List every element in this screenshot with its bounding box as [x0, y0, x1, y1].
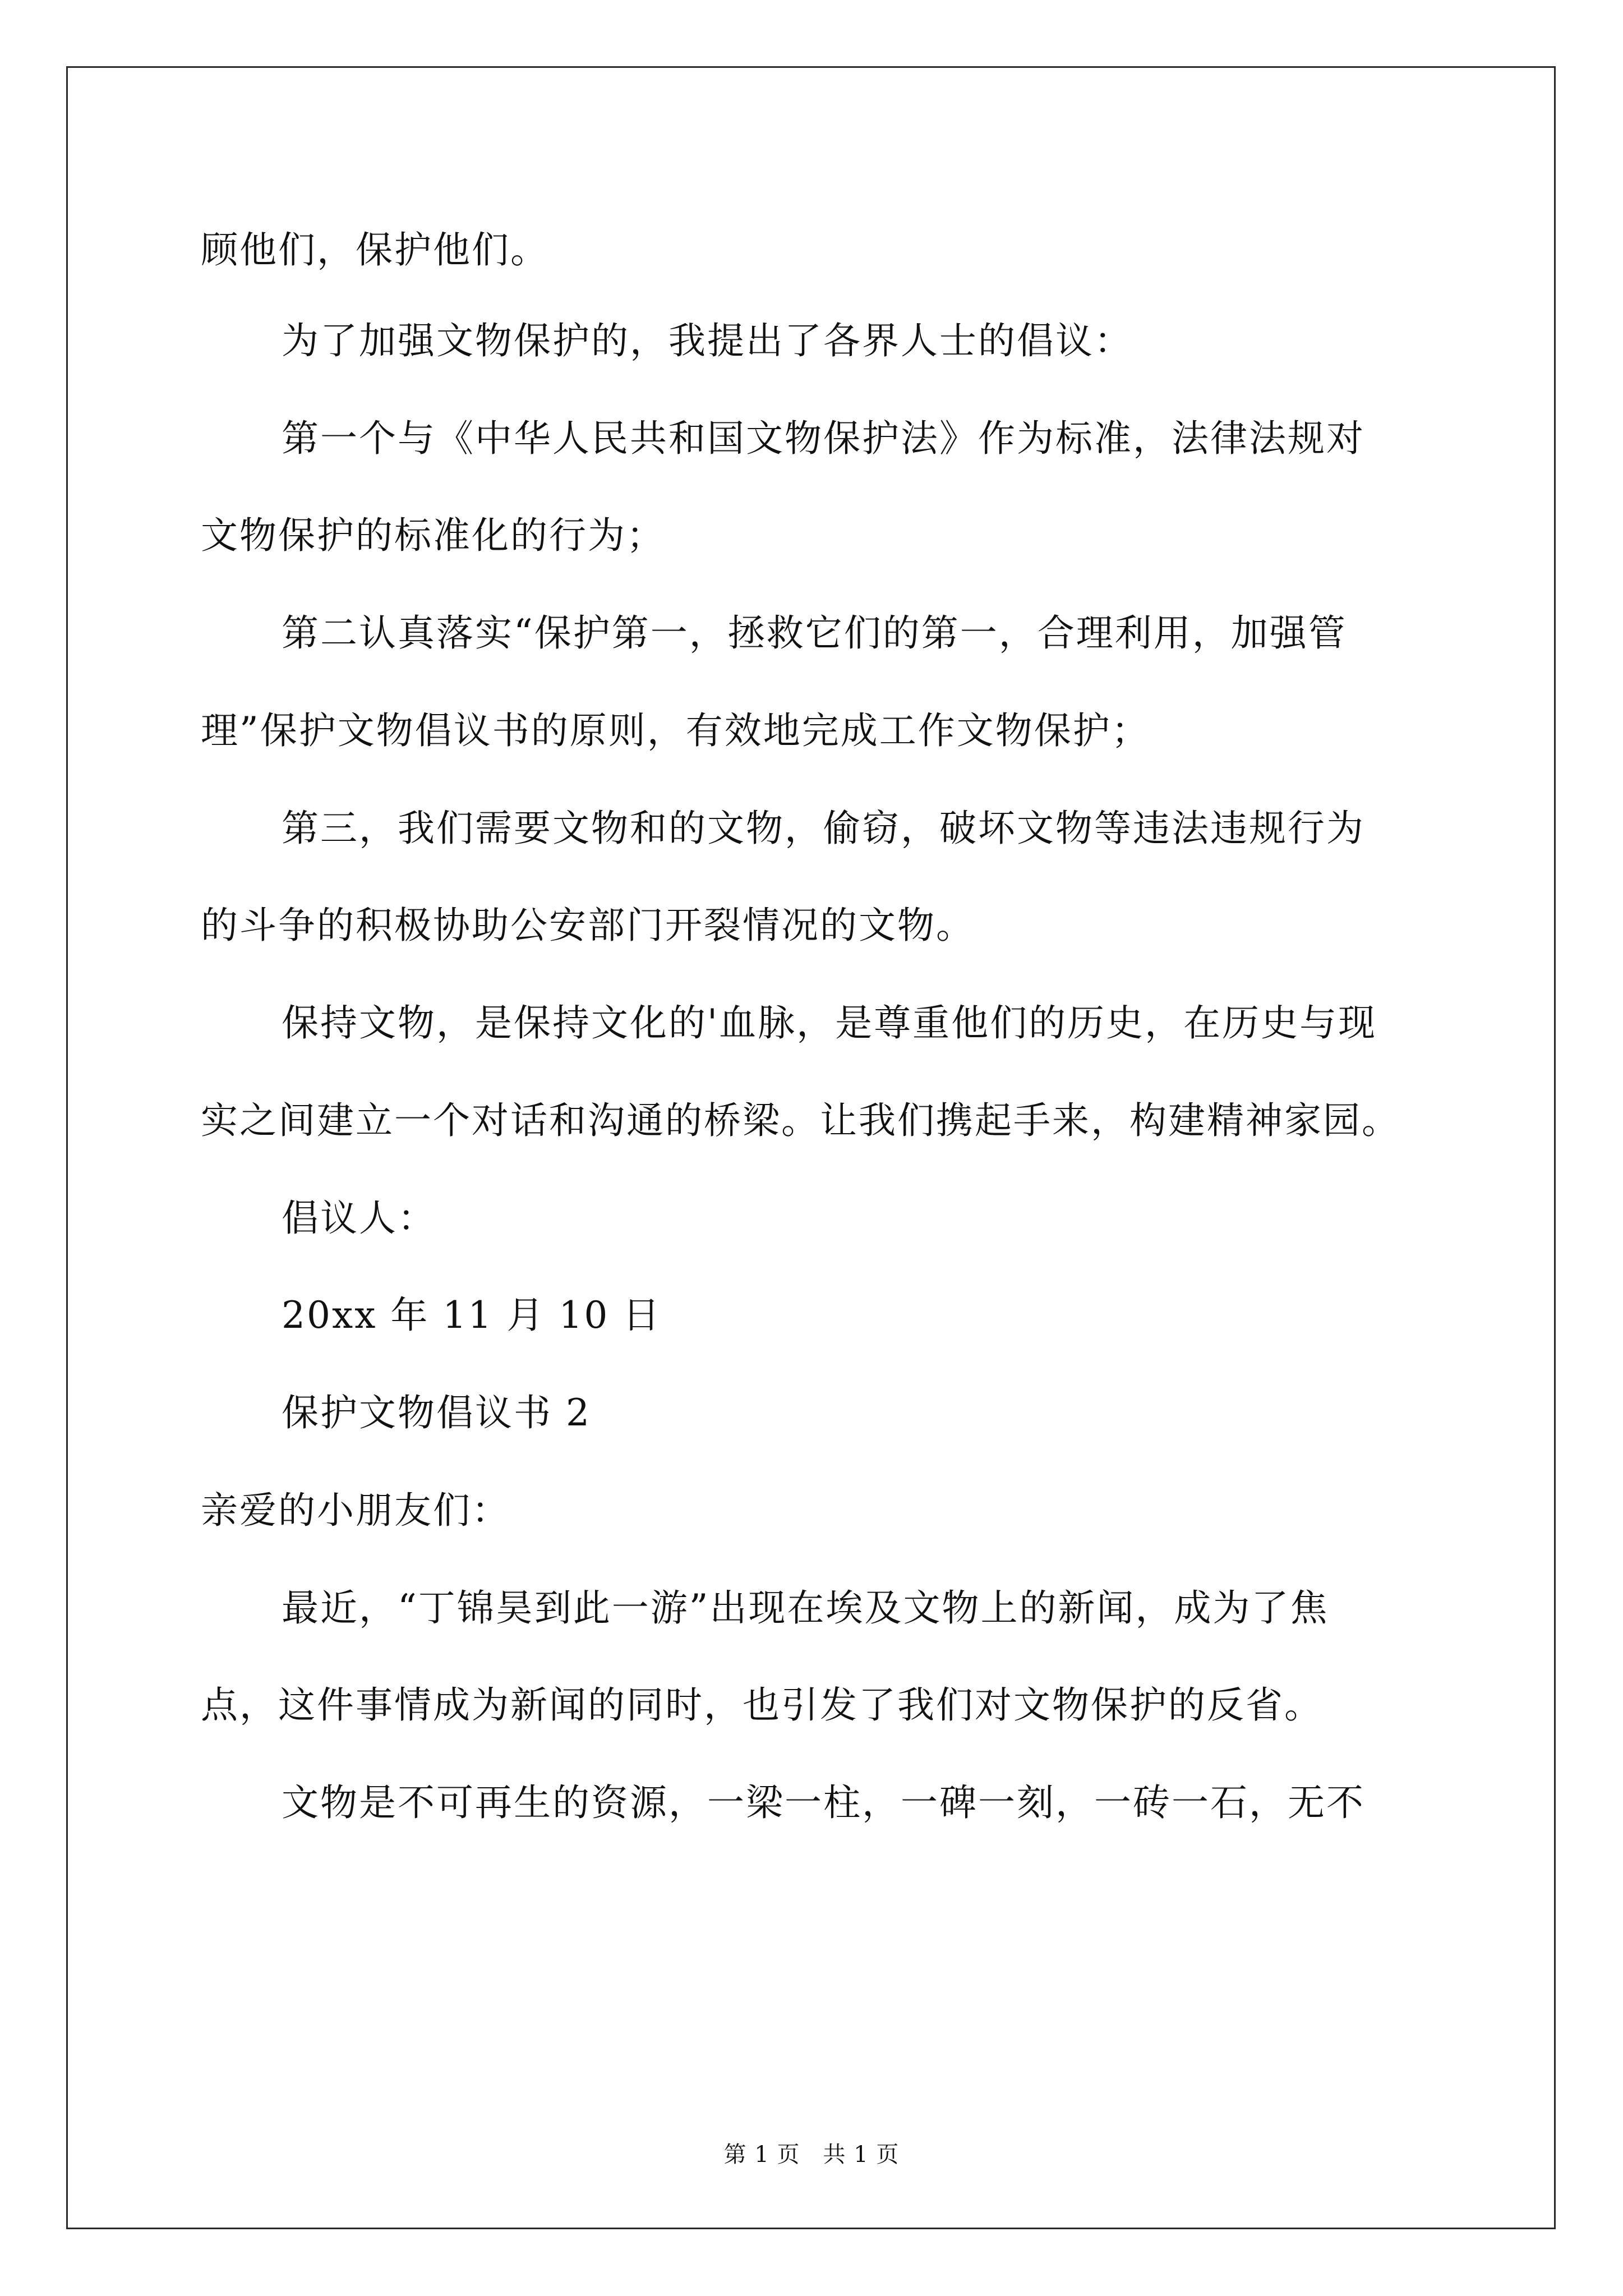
- text-line: 为了加强文物保护的，我提出了各界人士的倡议：: [282, 319, 1133, 362]
- section-title: 保护文物倡议书 2: [282, 1391, 591, 1434]
- text-line: 文物是不可再生的资源，一梁一柱，一碑一刻，一砖一石，无不: [282, 1781, 1365, 1824]
- text-line: 实之间建立一个对话和沟通的桥梁。让我们携起手来，构建精神家园。: [201, 1099, 1400, 1142]
- signatory-label: 倡议人：: [282, 1197, 436, 1240]
- text-line: 保持文物，是保持文化的'血脉，是尊重他们的历史，在历史与现: [282, 1001, 1377, 1045]
- page-number-footer: 第 1 页 共 1 页: [723, 2142, 900, 2168]
- text-line: 的斗争的积极协助公安部门开裂情况的文物。: [201, 904, 975, 947]
- salutation: 亲爱的小朋友们：: [201, 1489, 510, 1532]
- page-border: [66, 66, 1556, 2229]
- date-line: 20xx 年 11 月 10 日: [282, 1294, 662, 1337]
- text-line: 第三，我们需要文物和的文物，偷窃，破坏文物等违法违规行为: [282, 807, 1365, 850]
- text-line: 理”保护文物倡议书的原则，有效地完成工作文物保护；: [201, 709, 1150, 752]
- text-line: 第一个与《中华人民共和国文物保护法》作为标准，法律法规对: [282, 417, 1365, 460]
- text-line: 点，这件事情成为新闻的同时，也引发了我们对文物保护的反省。: [201, 1683, 1323, 1727]
- text-line: 顾他们，保护他们。: [201, 228, 549, 272]
- text-line: 第二认真落实“保护第一，拯救它们的第一，合理利用，加强管: [282, 611, 1347, 655]
- text-line: 文物保护的标准化的行为；: [201, 514, 665, 557]
- text-line: 最近，“丁锦昊到此一游”出现在埃及文物上的新闻，成为了焦: [282, 1586, 1329, 1630]
